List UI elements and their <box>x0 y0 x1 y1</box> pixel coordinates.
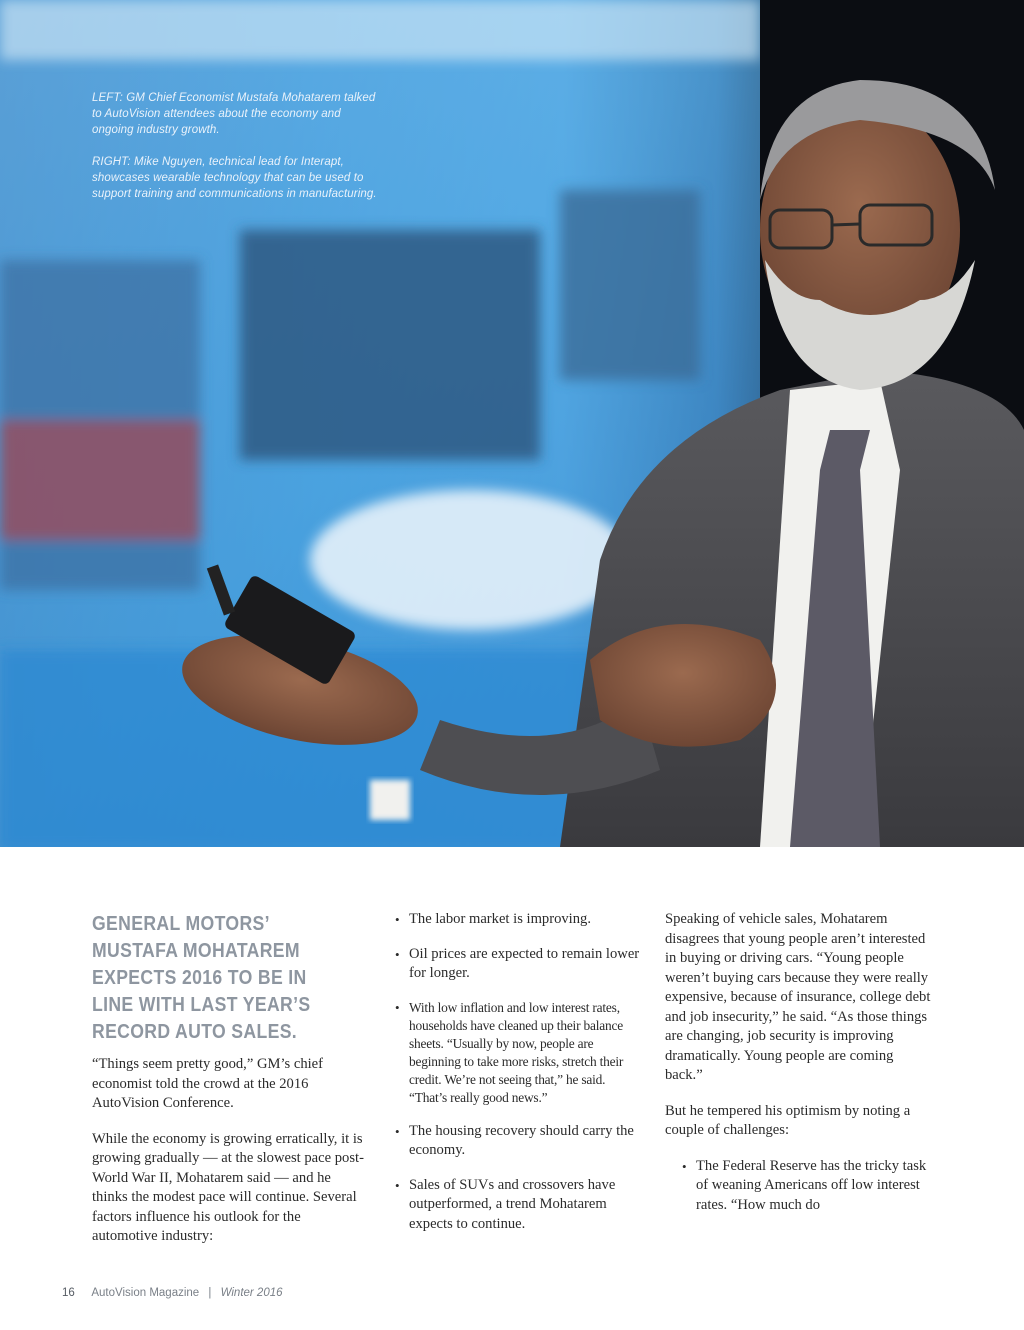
caption-left: LEFT: GM Chief Economist Mustafa Mohatarem talked to AutoVision attendees about the economy and ongoing industry growth. <box>92 92 376 136</box>
bullet-icon: • <box>395 1177 400 1193</box>
list-item-text: The housing recovery should carry the economy. <box>409 1122 634 1158</box>
page-footer <box>62 1287 283 1299</box>
list-item-text: The Federal Reserve has the tricky task of weaning Americans off low interest rates. “How much do <box>696 1157 927 1213</box>
bullet-icon: • <box>395 946 400 962</box>
list-item-text: With low inflation and low interest rates, households have cleaned up their balance sheets. “Usually by now, people are beginning to take more risks, stretch their credit. We’re not seeing that,” he said. “That’s really good news.” <box>409 999 624 1105</box>
footer-separator: | <box>208 1287 212 1299</box>
list-item <box>394 910 644 930</box>
challenges-list <box>681 1157 933 1216</box>
list-item-text: Sales of SUVs and crossovers have outperformed, a trend Mohatarem expects to continue. <box>409 1176 616 1232</box>
bullet-icon: • <box>395 1123 400 1139</box>
article-column-1 <box>92 910 364 1263</box>
article-column-3 <box>665 910 933 1230</box>
article-headline: GENERAL MOTORS’ MUSTAFA MOHATAREM EXPECTS 2016 TO BE IN LINE WITH LAST YEAR’S RECORD AUTO SALES. <box>92 912 311 1043</box>
caption-right: RIGHT: Mike Nguyen, technical lead for Interapt, showcases wearable technology that can be used to support training and communications in manufacturing. <box>92 156 377 200</box>
list-item-text: Oil prices are expected to remain lower for longer. <box>409 945 640 981</box>
list-item-text: The labor market is improving. <box>409 911 591 927</box>
article-paragraph: While the economy is growing erratically, it is growing gradually — at the slowest pace post-World War II, Mohatarem said — and he thinks the modest pace will continue. Several factors influence his outlook for the automotive industry: <box>92 1130 364 1244</box>
list-item <box>681 1157 933 1216</box>
magazine-name: AutoVision Magazine <box>91 1287 200 1299</box>
list-item <box>394 1122 644 1161</box>
bullet-icon: • <box>395 912 400 927</box>
article-paragraph: But he tempered his optimism by noting a couple of challenges: <box>665 1102 911 1138</box>
article-paragraph: Speaking of vehicle sales, Mohatarem disagrees that young people aren’t interested in buying or driving cars. “Young people weren’t buying cars because they were really expensive, because of insurance, college debt and job insecurity,” he said. “As those things are changing, job security is improving dramatically. Young people are coming back.” <box>665 911 931 1083</box>
bullet-icon: • <box>395 999 400 1015</box>
page-number: 16 <box>62 1287 75 1299</box>
list-item <box>394 1176 644 1235</box>
photo-caption <box>92 90 382 218</box>
list-item <box>394 999 644 1107</box>
bullet-icon: • <box>682 1158 687 1174</box>
article-column-2 <box>394 910 644 1249</box>
outlook-factors-list <box>394 910 644 1234</box>
issue-label: Winter 2016 <box>220 1287 283 1299</box>
article-paragraph: “Things seem pretty good,” GM’s chief economist told the crowd at the 2016 AutoVision Conference. <box>92 1056 324 1111</box>
list-item <box>394 945 644 984</box>
